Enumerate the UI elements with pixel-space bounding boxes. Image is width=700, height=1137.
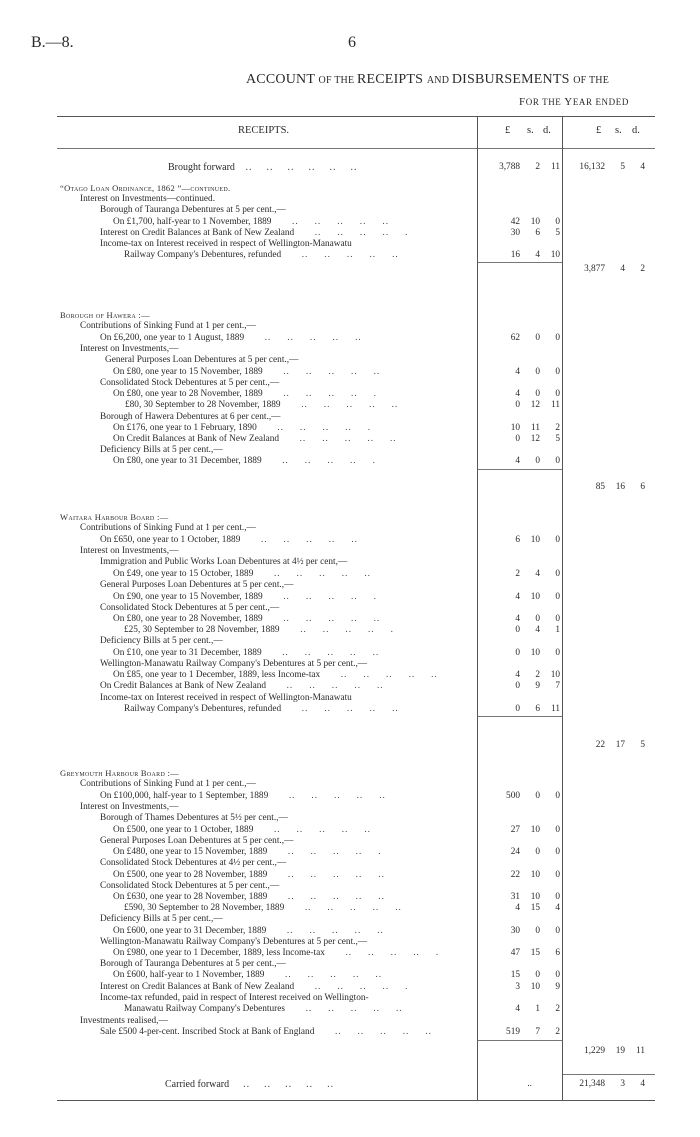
otago-subtotal-rule — [478, 262, 562, 263]
waitara-amount — [478, 704, 562, 715]
waitara-section-total-s: 17 — [615, 740, 625, 750]
waitara-amount-d: 1 — [555, 625, 560, 635]
otago-line: On £1,700, half-year to 1 November, 1889 .. .. .. .. .. — [113, 217, 390, 227]
dot-leader: .. .. .. .. . — [294, 982, 409, 992]
greymouth-amount-s: 10 — [530, 982, 540, 992]
hawera-amount — [478, 456, 562, 467]
waitara-line: Contributions of Sinking Fund at 1 per cent.,— — [80, 523, 256, 533]
greymouth-amount-s: 1 — [535, 1004, 540, 1014]
dot-leader: .. .. .. .. .. — [253, 825, 371, 835]
greymouth-line: Consolidated Stock Debentures at 5 per cent.,— — [100, 881, 280, 891]
greymouth-amount-p: 519 — [506, 1027, 520, 1037]
hawera-amount-d: 0 — [555, 456, 560, 466]
hawera-amount-d: 0 — [555, 333, 560, 343]
waitara-line: Deficiency Bills at 5 per cent.,— — [100, 636, 223, 646]
dot-leader: .. .. .. .. .. — [244, 333, 362, 343]
dot-leader: .. .. .. .. .. — [281, 250, 399, 260]
hawera-amount-d: 11 — [551, 400, 560, 410]
waitara-line: Railway Company's Debentures, refunded .. .. .. .. .. — [124, 704, 399, 714]
hawera-amount-s: 12 — [530, 400, 540, 410]
hawera-amount-d: 2 — [555, 423, 560, 433]
col2-shillings-header: s. — [615, 125, 622, 136]
greymouth-amount-s: 15 — [530, 948, 540, 958]
greymouth-amount-s: 7 — [535, 1027, 540, 1037]
greymouth-amount-s: 10 — [530, 870, 540, 880]
hawera-amount-s: 12 — [530, 434, 540, 444]
waitara-amount-s: 6 — [535, 704, 540, 714]
hawera-section-total — [563, 482, 647, 493]
otago-section-heading: “Otago Loan Ordinance, 1862 ”—continued. — [60, 183, 231, 193]
greymouth-amount-d: 6 — [555, 948, 560, 958]
dot-leader: .. .. .. .. .. — [284, 1004, 403, 1014]
waitara-amount-d: 0 — [555, 648, 560, 658]
hawera-line: Interest on Investments,— — [80, 344, 179, 354]
hawera-line: On £176, one year to 1 February, 1890 .. .. .. .. . — [113, 423, 372, 433]
waitara-line: Immigration and Public Works Loan Debentures at 4½ per cent,— — [100, 557, 348, 567]
greymouth-amount-s: 0 — [535, 847, 540, 857]
col1-pence-header: d. — [543, 125, 551, 136]
greymouth-amount-d: 0 — [555, 970, 560, 980]
greymouth-line: On £600, half-year to 1 November, 1889 .. .. .. .. .. — [113, 970, 383, 980]
greymouth-amount — [478, 791, 562, 802]
greymouth-amount — [478, 970, 562, 981]
waitara-amount-p: 4 — [515, 614, 520, 624]
dot-leader: .. .. .. .. .. — [266, 926, 384, 936]
waitara-line: Consolidated Stock Debentures at 5 per cent.,— — [100, 603, 280, 613]
hawera-amount — [478, 423, 562, 434]
waitara-amount-s: 4 — [535, 569, 540, 579]
waitara-amount-s: 2 — [535, 670, 540, 680]
dot-leader: .. .. .. .. .. — [284, 903, 402, 913]
col2-pounds-header: £ — [596, 125, 602, 136]
dot-leader: .. .. .. .. .. — [268, 791, 386, 801]
greymouth-amount — [478, 847, 562, 858]
hawera-amount — [478, 434, 562, 445]
otago-amount-s: 4 — [535, 250, 540, 260]
otago-section-total-d: 2 — [640, 264, 645, 274]
greymouth-line: Wellington-Manawatu Railway Company's Debentures at 5 per cent.,— — [100, 937, 368, 947]
otago-amount-s: 10 — [530, 217, 540, 227]
hawera-amount-s: 0 — [535, 333, 540, 343]
greymouth-amount-d: 0 — [555, 926, 560, 936]
hawera-subtotal-rule — [478, 469, 562, 470]
waitara-section-total — [563, 740, 647, 751]
waitara-amount-d: 0 — [555, 614, 560, 624]
waitara-amount-p: 2 — [515, 569, 520, 579]
waitara-amount — [478, 670, 562, 681]
otago-line: Railway Company's Debentures, refunded .. .. .. .. .. — [124, 250, 399, 260]
greymouth-amount-s: 10 — [530, 892, 540, 902]
waitara-amount-p: 4 — [515, 670, 520, 680]
greymouth-amount-s: 10 — [530, 825, 540, 835]
otago-amount — [478, 217, 562, 228]
dot-leader: .. .. .. .. .. — [267, 892, 385, 902]
dot-leader: .. .. .. .. . — [267, 847, 382, 857]
table-bottom-rule — [57, 1100, 655, 1101]
waitara-amount — [478, 614, 562, 625]
dot-leader: .. .. .. .. .. — [281, 704, 399, 714]
dot-leader: .. .. .. .. .. — [314, 1027, 432, 1037]
carried-forward-rule — [563, 1074, 655, 1075]
page-subtitle: FOR THE YEAR ENDED — [519, 96, 629, 108]
hawera-section-heading: Borough of Hawera :— — [60, 310, 150, 320]
hawera-amount — [478, 389, 562, 400]
waitara-line: On £80, one year to 28 November, 1889 .. .. .. .. .. — [113, 614, 381, 624]
greymouth-section-total — [563, 1046, 647, 1057]
greymouth-amount-p: 4 — [515, 1004, 520, 1014]
otago-amount-s: 6 — [535, 228, 540, 238]
greymouth-amount-d: 0 — [555, 870, 560, 880]
hawera-amount — [478, 400, 562, 411]
greymouth-line: On £630, one year to 28 November, 1889 .. .. .. .. .. — [113, 892, 385, 902]
greymouth-line: Deficiency Bills at 5 per cent.,— — [100, 914, 223, 924]
greymouth-line: Sale £500 4-per-cent. Inscribed Stock at Bank of England .. .. .. .. .. — [100, 1027, 432, 1037]
hawera-section-total-d: 6 — [640, 482, 645, 492]
dot-leader: .. .. .. .. .. — [261, 648, 380, 658]
hawera-line: On Credit Balances at Bank of New Zealand .. .. .. .. .. — [113, 434, 397, 444]
greymouth-line: Income-tax refunded, paid in respect of Interest received on Wellington- — [100, 993, 369, 1003]
dot-leader: .. .. .. .. .. — [271, 217, 390, 227]
otago-amount — [478, 250, 562, 261]
waitara-amount-d: 7 — [555, 681, 560, 691]
dot-leader: .. .. .. .. .. — [266, 681, 384, 691]
dot-leader: .. .. .. .. .. — [253, 569, 371, 579]
greymouth-section-heading: Greymouth Harbour Board :— — [60, 768, 179, 778]
greymouth-line: Interest on Credit Balances at Bank of New Zealand .. .. .. .. . — [100, 982, 409, 992]
greymouth-amount-p: 15 — [510, 970, 520, 980]
greymouth-amount — [478, 870, 562, 881]
greymouth-amount-d: 0 — [555, 825, 560, 835]
greymouth-amount-s: 0 — [535, 970, 540, 980]
hawera-amount-d: 0 — [555, 367, 560, 377]
dot-leader: .. .. .. .. .. — [280, 400, 399, 410]
waitara-line: On £650, one year to 1 October, 1889 .. .. .. .. .. — [100, 535, 358, 545]
waitara-line: On £10, one year to 31 December, 1889 .. .. .. .. .. — [113, 648, 380, 658]
greymouth-line: On £500, one year to 1 October, 1889 .. .. .. .. .. — [113, 825, 371, 835]
otago-section-total-s: 4 — [620, 264, 625, 274]
greymouth-line: On £480, one year to 15 November, 1889 .. .. .. .. . — [113, 847, 382, 857]
dot-leader: .. .. .. .. . — [262, 592, 377, 602]
hawera-amount-d: 0 — [555, 389, 560, 399]
waitara-amount-s: 10 — [530, 648, 540, 658]
greymouth-line: On £980, one year to 1 December, 1889, less Income-tax .. .. .. .. . — [113, 948, 440, 958]
waitara-amount — [478, 535, 562, 546]
hawera-line: On £80, one year to 28 November, 1889 .. .. .. .. . — [113, 389, 377, 399]
greymouth-section-total-p: 1,229 — [584, 1046, 605, 1056]
greymouth-amount-d: 4 — [555, 903, 560, 913]
waitara-amount-s: 10 — [530, 535, 540, 545]
greymouth-amount-p: 4 — [515, 903, 520, 913]
waitara-amount — [478, 648, 562, 659]
waitara-line: Interest on Investments,— — [80, 546, 179, 556]
waitara-amount — [478, 681, 562, 692]
waitara-amount — [478, 592, 562, 603]
greymouth-line: On £500, one year to 28 November, 1889 .. .. .. .. .. — [113, 870, 385, 880]
waitara-amount-p: 0 — [515, 648, 520, 658]
waitara-amount-p: 0 — [515, 625, 520, 635]
dot-leader: .. .. .. .. . — [261, 456, 376, 466]
brought-forward-col1: 3,788 2 11 — [499, 162, 560, 172]
waitara-line: On £85, one year to 1 December, 1889, less Income-tax .. .. .. .. .. — [113, 670, 438, 680]
greymouth-line: Investments realised,— — [80, 1016, 168, 1026]
greymouth-amount-d: 0 — [555, 847, 560, 857]
hawera-amount-p: 4 — [515, 456, 520, 466]
greymouth-amount-p: 3 — [515, 982, 520, 992]
greymouth-line: General Purposes Loan Debentures at 5 per cent.,— — [100, 836, 294, 846]
hawera-line: Consolidated Stock Debentures at 5 per cent.,— — [100, 378, 280, 388]
greymouth-amount-p: 500 — [506, 791, 520, 801]
dot-leader: .. .. .. .. .. — [279, 434, 397, 444]
otago-line: Income-tax on Interest received in respect of Wellington-Manawatu — [100, 239, 352, 249]
dot-leader: .. .. .. .. .. — [240, 535, 358, 545]
dot-leader: .. .. .. .. . — [279, 625, 394, 635]
header-rule — [57, 148, 655, 149]
page-id: B.—8. — [31, 34, 74, 51]
greymouth-line: On £100,000, half-year to 1 September, 1889 .. .. .. .. .. — [100, 791, 386, 801]
greymouth-amount-s: 0 — [535, 791, 540, 801]
hawera-section-total-p: 85 — [595, 482, 605, 492]
waitara-amount-s: 9 — [535, 681, 540, 691]
hawera-amount-p: 0 — [515, 400, 520, 410]
waitara-line: Wellington-Manawatu Railway Company's Debentures at 5 per cent.,— — [100, 659, 368, 669]
hawera-amount-s: 11 — [531, 423, 540, 433]
waitara-amount-d: 10 — [550, 670, 560, 680]
receipts-column-header: RECEIPTS. — [238, 125, 290, 136]
hawera-line: Contributions of Sinking Fund at 1 per cent.,— — [80, 321, 256, 331]
otago-amount-d: 0 — [555, 217, 560, 227]
waitara-amount-s: 0 — [535, 614, 540, 624]
brought-forward-col2: 16,132 5 4 — [579, 162, 645, 172]
dot-leader: .. .. .. .. .. — [262, 367, 381, 377]
waitara-amount-p: 0 — [515, 704, 520, 714]
greymouth-line: Manawatu Railway Company's Debentures .. .. .. .. .. — [124, 1004, 403, 1014]
waitara-amount-p: 6 — [515, 535, 520, 545]
greymouth-subtotal-rule — [478, 1040, 562, 1041]
greymouth-amount-d: 0 — [555, 892, 560, 902]
waitara-subtotal-rule — [478, 716, 562, 717]
hawera-amount — [478, 333, 562, 344]
greymouth-amount-d: 2 — [555, 1027, 560, 1037]
hawera-amount-p: 4 — [515, 367, 520, 377]
greymouth-amount-p: 47 — [510, 948, 520, 958]
greymouth-amount-p: 22 — [510, 870, 520, 880]
greymouth-amount-p: 31 — [510, 892, 520, 902]
greymouth-amount — [478, 982, 562, 993]
greymouth-line: On £600, one year to 31 December, 1889 .. .. .. .. .. — [113, 926, 384, 936]
greymouth-line: £590, 30 September to 28 November, 1889 .. .. .. .. .. — [124, 903, 402, 913]
waitara-amount-d: 0 — [555, 569, 560, 579]
otago-amount-p: 16 — [510, 250, 520, 260]
hawera-amount-s: 0 — [535, 456, 540, 466]
greymouth-amount-p: 30 — [510, 926, 520, 936]
col2-pence-header: d. — [632, 125, 640, 136]
otago-amount-d: 5 — [555, 228, 560, 238]
waitara-amount-d: 0 — [555, 535, 560, 545]
col1-shillings-header: s. — [527, 125, 534, 136]
greymouth-line: Consolidated Stock Debentures at 4½ per cent.,— — [100, 858, 287, 868]
waitara-section-heading: Waitara Harbour Board :— — [60, 512, 169, 522]
brought-forward-label: Brought forward .. .. .. .. .. .. — [168, 162, 358, 173]
dot-leader: .. .. .. .. .. — [262, 614, 381, 624]
waitara-section-total-d: 5 — [640, 740, 645, 750]
greymouth-amount-d: 0 — [555, 791, 560, 801]
greymouth-section-total-d: 11 — [636, 1046, 645, 1056]
otago-section-total-p: 3,877 — [584, 264, 605, 274]
greymouth-amount — [478, 1027, 562, 1038]
hawera-amount-s: 0 — [535, 367, 540, 377]
table-top-rule — [57, 116, 655, 117]
greymouth-amount — [478, 1004, 562, 1015]
greymouth-amount — [478, 825, 562, 836]
carried-forward-label: Carried forward .. .. .. .. .. — [165, 1079, 335, 1090]
waitara-line: On Credit Balances at Bank of New Zealand .. .. .. .. .. — [100, 681, 384, 691]
otago-section-total — [563, 264, 647, 275]
hawera-amount — [478, 367, 562, 378]
hawera-amount-p: 62 — [510, 333, 520, 343]
page-title: ACCOUNT OF THE RECEIPTS AND DISBURSEMENTS OF THE — [246, 72, 610, 87]
waitara-amount — [478, 569, 562, 580]
hawera-line: On £80, one year to 31 December, 1889 .. .. .. .. . — [113, 456, 376, 466]
hawera-line: £80, 30 September to 28 November, 1889 .. .. .. .. .. — [125, 400, 399, 410]
carried-forward-col2: 21,348 3 4 — [579, 1079, 645, 1089]
greymouth-amount-d: 9 — [555, 982, 560, 992]
waitara-amount-p: 4 — [515, 592, 520, 602]
dot-leader: .. .. .. .. . — [294, 228, 409, 238]
hawera-line: Borough of Hawera Debentures at 6 per cent.,— — [100, 412, 281, 422]
hawera-line: General Purposes Loan Debentures at 5 per cent.,— — [105, 355, 299, 365]
otago-line: Borough of Tauranga Debentures at 5 per cent.,— — [100, 205, 286, 215]
otago-line: Interest on Credit Balances at Bank of New Zealand .. .. .. .. . — [100, 228, 409, 238]
otago-amount — [478, 228, 562, 239]
otago-amount-d: 10 — [550, 250, 560, 260]
waitara-amount — [478, 625, 562, 636]
hawera-line: Deficiency Bills at 5 per cent.,— — [100, 445, 223, 455]
greymouth-amount — [478, 948, 562, 959]
waitara-line: On £49, one year to 15 October, 1889 .. .. .. .. .. — [113, 569, 371, 579]
hawera-amount-s: 0 — [535, 389, 540, 399]
greymouth-amount — [478, 903, 562, 914]
waitara-section-total-p: 22 — [595, 740, 605, 750]
hawera-amount-p: 10 — [510, 423, 520, 433]
waitara-amount-d: 11 — [551, 704, 560, 714]
greymouth-line: Contributions of Sinking Fund at 1 per cent.,— — [80, 779, 256, 789]
dot-leader: .. .. .. .. . — [262, 389, 377, 399]
hawera-line: On £80, one year to 15 November, 1889 .. .. .. .. .. — [113, 367, 381, 377]
hawera-amount-p: 4 — [515, 389, 520, 399]
greymouth-line: Borough of Thames Debentures at 5½ per cent.,— — [100, 813, 288, 823]
dot-leader: .. .. .. .. .. — [267, 870, 385, 880]
hawera-line: On £6,200, one year to 1 August, 1889 .. .. .. .. .. — [100, 333, 362, 343]
col1-pounds-header: £ — [505, 125, 511, 136]
waitara-amount-s: 10 — [530, 592, 540, 602]
greymouth-line: Interest on Investments,— — [80, 802, 179, 812]
otago-amount-p: 30 — [510, 228, 520, 238]
waitara-line: £25, 30 September to 28 November, 1889 .. .. .. .. . — [124, 625, 394, 635]
greymouth-line: Borough of Tauranga Debentures at 5 per cent.,— — [100, 959, 286, 969]
greymouth-amount — [478, 926, 562, 937]
dot-leader: .. .. .. .. .. — [264, 970, 383, 980]
greymouth-amount-s: 15 — [530, 903, 540, 913]
otago-amount-p: 42 — [510, 217, 520, 227]
page-number: 6 — [348, 34, 356, 51]
waitara-line: General Purposes Loan Debentures at 5 per cent.,— — [100, 580, 294, 590]
greymouth-amount-p: 27 — [510, 825, 520, 835]
dot-leader: .. .. .. .. . — [256, 423, 372, 433]
waitara-amount-s: 4 — [535, 625, 540, 635]
greymouth-amount — [478, 892, 562, 903]
carried-forward-col1: .. — [527, 1079, 532, 1089]
waitara-amount-d: 0 — [555, 592, 560, 602]
hawera-section-total-s: 16 — [615, 482, 625, 492]
greymouth-section-total-s: 19 — [615, 1046, 625, 1056]
greymouth-amount-s: 0 — [535, 926, 540, 936]
hawera-amount-p: 0 — [515, 434, 520, 444]
dot-leader: .. .. .. .. . — [324, 948, 440, 958]
greymouth-amount-p: 24 — [510, 847, 520, 857]
greymouth-amount-d: 2 — [555, 1004, 560, 1014]
dot-leader: .. .. .. .. .. — [320, 670, 438, 680]
otago-line: Interest on Investments—continued. — [80, 194, 216, 204]
waitara-line: Income-tax on Interest received in respect of Wellington-Manawatu — [100, 693, 352, 703]
hawera-amount-d: 5 — [555, 434, 560, 444]
waitara-amount-p: 0 — [515, 681, 520, 691]
waitara-line: On £90, one year to 15 November, 1889 .. .. .. .. . — [113, 592, 377, 602]
